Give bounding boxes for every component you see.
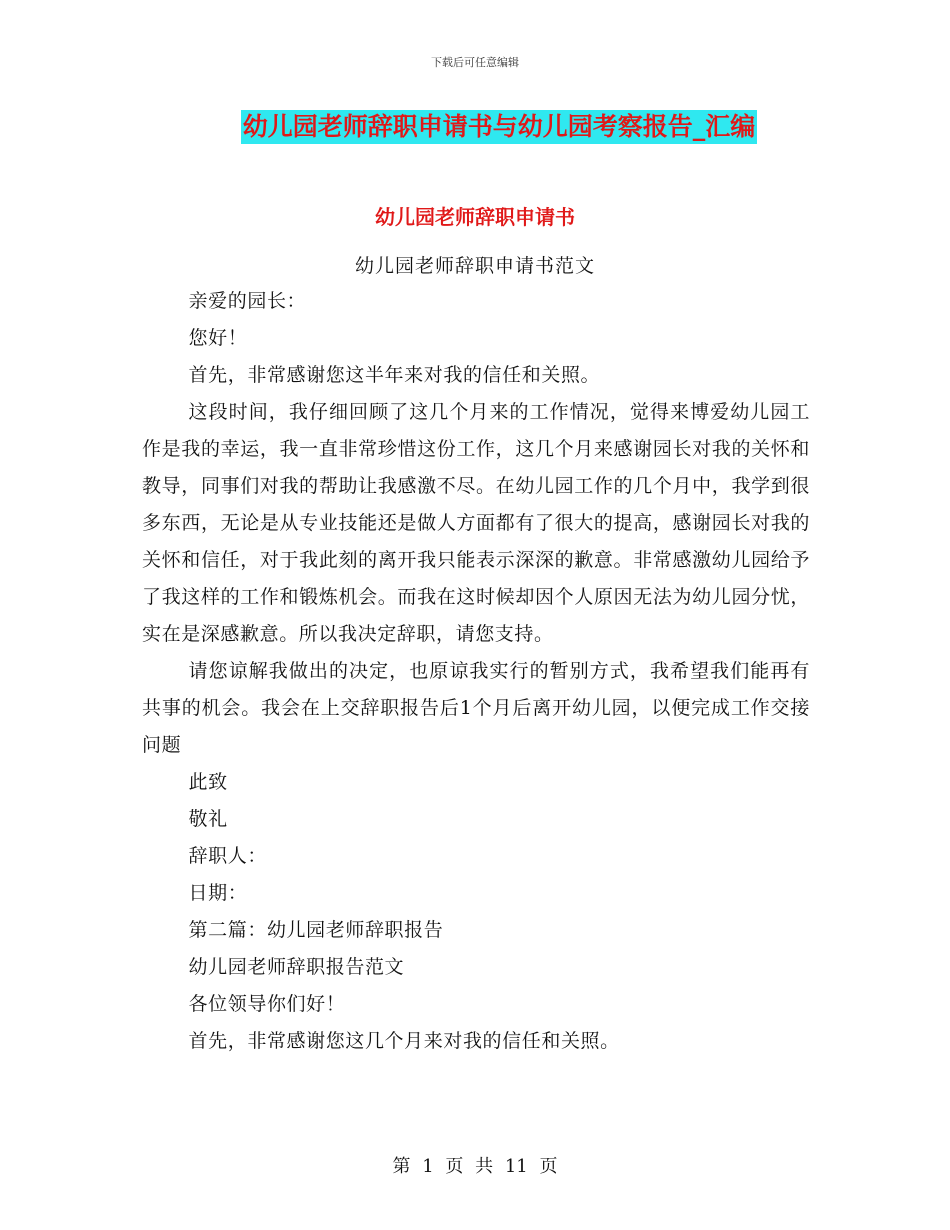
paragraph-request: 请您谅解我做出的决定，也原谅我实行的暂别方式，我希望我们能再有共事的机会。我会在上交辞职报告后1个月后离开幼儿园，以便完成工作交接问题 (142, 660, 810, 756)
page-footer: 第 1 页 共 11 页 (392, 1156, 558, 1177)
paragraph-closing-1: 此致 (188, 771, 228, 793)
paragraph-part-two-greeting: 各位领导你们好！ (188, 993, 346, 1015)
paragraph-signer: 辞职人： (188, 845, 267, 867)
section-title: 幼儿园老师辞职申请书 (375, 205, 575, 229)
paragraph-thanks: 首先，非常感谢您这半年来对我的信任和关照。 (188, 364, 601, 386)
header-note: 下载后可任意编辑 (431, 56, 519, 69)
subtitle: 幼儿园老师辞职申请书范文 (354, 255, 595, 277)
paragraph-part-two-heading: 第二篇：幼儿园老师辞职报告 (188, 919, 444, 941)
document-body (142, 283, 810, 1060)
paragraph-closing-2: 敬礼 (188, 808, 228, 830)
paragraph-part-two-subtitle: 幼儿园老师辞职报告范文 (188, 956, 405, 978)
main-title-container (0, 110, 950, 144)
paragraph-greeting: 您好！ (188, 327, 248, 349)
paragraph-salutation: 亲爱的园长： (188, 290, 307, 312)
main-title: 幼儿园老师辞职申请书与幼儿园考察报告_汇编 (241, 110, 758, 144)
paragraph-part-two-thanks: 首先，非常感谢您这几个月来对我的信任和关照。 (188, 1030, 620, 1052)
paragraph-main: 这段时间，我仔细回顾了这几个月来的工作情况，觉得来博爱幼儿园工作是我的幸运，我一直非常珍惜这份工作，这几个月来感谢园长对我的关怀和教导，同事们对我的帮助让我感激不尽。在幼儿园工作的几个月中，我学到很多东西，无论是从专业技能还是做人方面都有了很大的提高，感谢园长对我的关怀和信任，对于我此刻的离开我只能表示深深的歉意。非常感激幼儿园给予了我这样的工作和锻炼机会。而我在这时候却因个人原因无法为幼儿园分忧，实在是深感歉意。所以我决定辞职，请您支持。 (142, 401, 810, 645)
paragraph-date: 日期： (188, 882, 248, 904)
